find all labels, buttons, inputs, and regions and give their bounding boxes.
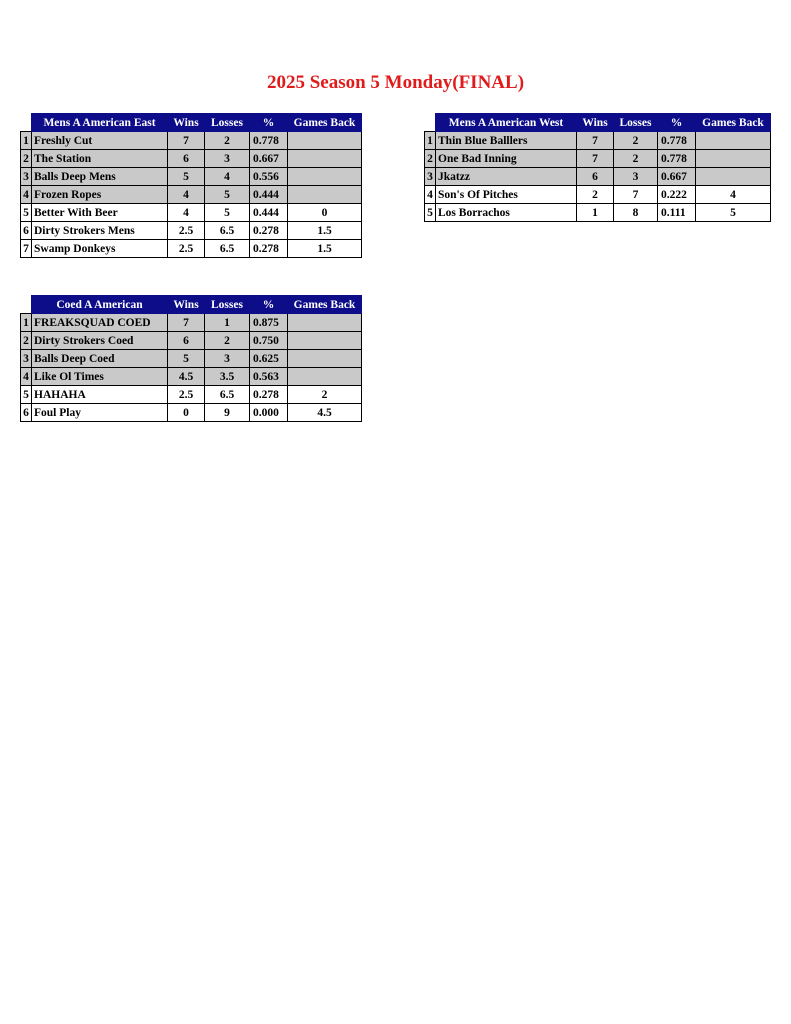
- games-back-header: Games Back: [696, 114, 771, 132]
- rank-cell: 1: [21, 314, 32, 332]
- wins-cell: 7: [577, 132, 614, 150]
- games-back-header: Games Back: [288, 114, 362, 132]
- wins-cell: 0: [168, 404, 205, 422]
- table-row: [21, 314, 362, 332]
- rank-cell: 7: [21, 240, 32, 258]
- losses-cell: 2: [205, 132, 250, 150]
- pct-cell: 0.278: [250, 240, 288, 258]
- games-back-cell: [696, 132, 771, 150]
- pct-cell: 0.556: [250, 168, 288, 186]
- pct-cell: 0.278: [250, 386, 288, 404]
- table-row: [21, 332, 362, 350]
- team-name-cell: HAHAHA: [32, 386, 168, 404]
- wins-cell: 6: [168, 150, 205, 168]
- team-name-cell: Freshly Cut: [32, 132, 168, 150]
- page-title: 2025 Season 5 Monday(FINAL): [266, 72, 525, 93]
- pct-cell: 0.444: [250, 204, 288, 222]
- games-back-cell: [288, 132, 362, 150]
- losses-cell: 2: [614, 132, 658, 150]
- table-row: [21, 168, 362, 186]
- rank-cell: 2: [21, 150, 32, 168]
- wins-header: Wins: [168, 296, 205, 314]
- rank-cell: 1: [21, 132, 32, 150]
- losses-cell: 6.5: [205, 386, 250, 404]
- games-back-cell: [288, 168, 362, 186]
- losses-cell: 4: [205, 168, 250, 186]
- losses-cell: 3: [205, 350, 250, 368]
- wins-cell: 5: [168, 168, 205, 186]
- wins-cell: 2.5: [168, 222, 205, 240]
- table-row: [21, 150, 362, 168]
- wins-cell: 7: [168, 314, 205, 332]
- team-name-cell: Son's Of Pitches: [436, 186, 577, 204]
- table-row: [21, 204, 362, 222]
- pct-cell: 0.278: [250, 222, 288, 240]
- losses-cell: 2: [614, 150, 658, 168]
- games-back-header: Games Back: [288, 296, 362, 314]
- team-name-cell: Foul Play: [32, 404, 168, 422]
- wins-cell: 6: [168, 332, 205, 350]
- pct-cell: 0.625: [250, 350, 288, 368]
- table-row: [425, 132, 771, 150]
- rank-cell: 3: [21, 168, 32, 186]
- team-name-cell: FREAKSQUAD COED: [32, 314, 168, 332]
- games-back-cell: [288, 350, 362, 368]
- table-row: [21, 222, 362, 240]
- rank-header: [425, 114, 436, 132]
- pct-cell: 0.750: [250, 332, 288, 350]
- team-name-cell: The Station: [32, 150, 168, 168]
- games-back-cell: [696, 168, 771, 186]
- team-name-cell: Swamp Donkeys: [32, 240, 168, 258]
- losses-cell: 2: [205, 332, 250, 350]
- pct-cell: 0.875: [250, 314, 288, 332]
- pct-cell: 0.778: [250, 132, 288, 150]
- team-name-cell: Thin Blue Balllers: [436, 132, 577, 150]
- table-row: [21, 386, 362, 404]
- losses-cell: 9: [205, 404, 250, 422]
- rank-cell: 2: [21, 332, 32, 350]
- pct-cell: 0.444: [250, 186, 288, 204]
- table-row: [21, 404, 362, 422]
- losses-cell: 5: [205, 204, 250, 222]
- losses-cell: 6.5: [205, 222, 250, 240]
- wins-cell: 2: [577, 186, 614, 204]
- team-name-cell: Balls Deep Mens: [32, 168, 168, 186]
- games-back-cell: [288, 314, 362, 332]
- rank-cell: 4: [21, 186, 32, 204]
- games-back-cell: [288, 332, 362, 350]
- header-row: [21, 114, 362, 132]
- team-name-cell: Jkatzz: [436, 168, 577, 186]
- games-back-cell: 2: [288, 386, 362, 404]
- pct-cell: 0.667: [250, 150, 288, 168]
- wins-cell: 6: [577, 168, 614, 186]
- division-name-header: Mens A American East: [32, 114, 168, 132]
- rank-header: [21, 296, 32, 314]
- rank-cell: 5: [425, 204, 436, 222]
- standings-table-coed: [20, 295, 362, 422]
- rank-cell: 3: [425, 168, 436, 186]
- games-back-cell: 0: [288, 204, 362, 222]
- standings-table-mens-west: [424, 113, 771, 222]
- pct-cell: 0.778: [658, 150, 696, 168]
- table-row: [21, 368, 362, 386]
- header-row: [21, 296, 362, 314]
- team-name-cell: Frozen Ropes: [32, 186, 168, 204]
- games-back-cell: [288, 150, 362, 168]
- losses-header: Losses: [205, 296, 250, 314]
- pct-cell: 0.000: [250, 404, 288, 422]
- division-name-header: Mens A American West: [436, 114, 577, 132]
- rank-cell: 6: [21, 222, 32, 240]
- games-back-cell: 1.5: [288, 222, 362, 240]
- header-row: [425, 114, 771, 132]
- table-row: [425, 204, 771, 222]
- pct-cell: 0.778: [658, 132, 696, 150]
- wins-cell: 5: [168, 350, 205, 368]
- wins-cell: 4: [168, 186, 205, 204]
- games-back-cell: 5: [696, 204, 771, 222]
- pct-header: %: [250, 296, 288, 314]
- pct-cell: 0.667: [658, 168, 696, 186]
- games-back-cell: 1.5: [288, 240, 362, 258]
- team-name-cell: Los Borrachos: [436, 204, 577, 222]
- wins-cell: 1: [577, 204, 614, 222]
- rank-cell: 4: [21, 368, 32, 386]
- wins-cell: 4.5: [168, 368, 205, 386]
- losses-cell: 7: [614, 186, 658, 204]
- table-row: [425, 150, 771, 168]
- games-back-cell: [696, 150, 771, 168]
- wins-cell: 2.5: [168, 240, 205, 258]
- losses-cell: 5: [205, 186, 250, 204]
- losses-header: Losses: [614, 114, 658, 132]
- games-back-cell: [288, 186, 362, 204]
- losses-cell: 6.5: [205, 240, 250, 258]
- losses-cell: 3: [614, 168, 658, 186]
- pct-cell: 0.222: [658, 186, 696, 204]
- rank-cell: 3: [21, 350, 32, 368]
- table-row: [21, 186, 362, 204]
- rank-header: [21, 114, 32, 132]
- division-name-header: Coed A American: [32, 296, 168, 314]
- losses-cell: 3.5: [205, 368, 250, 386]
- pct-header: %: [250, 114, 288, 132]
- team-name-cell: One Bad Inning: [436, 150, 577, 168]
- rank-cell: 6: [21, 404, 32, 422]
- wins-header: Wins: [577, 114, 614, 132]
- team-name-cell: Balls Deep Coed: [32, 350, 168, 368]
- wins-header: Wins: [168, 114, 205, 132]
- wins-cell: 2.5: [168, 386, 205, 404]
- losses-cell: 1: [205, 314, 250, 332]
- pct-cell: 0.563: [250, 368, 288, 386]
- games-back-cell: 4.5: [288, 404, 362, 422]
- pct-cell: 0.111: [658, 204, 696, 222]
- team-name-cell: Dirty Strokers Coed: [32, 332, 168, 350]
- wins-cell: 4: [168, 204, 205, 222]
- losses-cell: 8: [614, 204, 658, 222]
- team-name-cell: Better With Beer: [32, 204, 168, 222]
- team-name-cell: Like Ol Times: [32, 368, 168, 386]
- rank-cell: 5: [21, 204, 32, 222]
- table-row: [425, 186, 771, 204]
- team-name-cell: Dirty Strokers Mens: [32, 222, 168, 240]
- table-row: [21, 240, 362, 258]
- games-back-cell: 4: [696, 186, 771, 204]
- losses-cell: 3: [205, 150, 250, 168]
- games-back-cell: [288, 368, 362, 386]
- rank-cell: 2: [425, 150, 436, 168]
- losses-header: Losses: [205, 114, 250, 132]
- wins-cell: 7: [577, 150, 614, 168]
- rank-cell: 1: [425, 132, 436, 150]
- standings-table-mens-east: [20, 113, 362, 258]
- table-row: [21, 350, 362, 368]
- pct-header: %: [658, 114, 696, 132]
- table-row: [425, 168, 771, 186]
- rank-cell: 4: [425, 186, 436, 204]
- rank-cell: 5: [21, 386, 32, 404]
- table-row: [21, 132, 362, 150]
- wins-cell: 7: [168, 132, 205, 150]
